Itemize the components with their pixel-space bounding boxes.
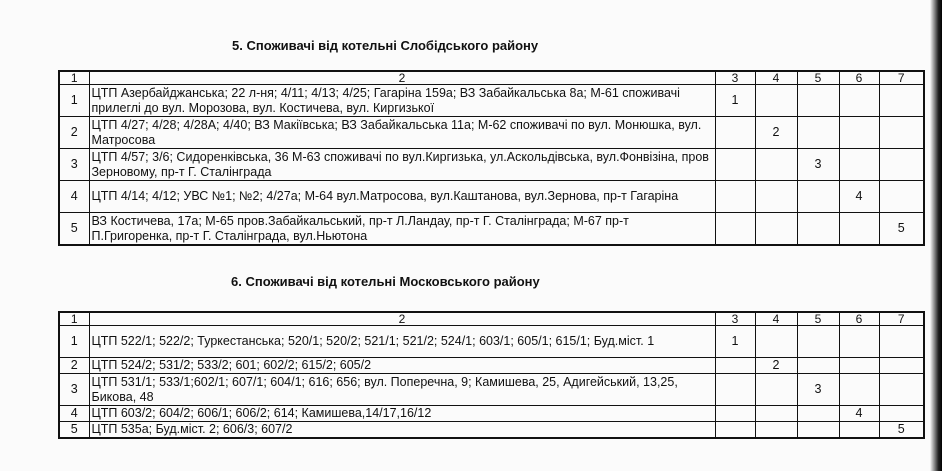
table-row [59,358,924,374]
group-cell-3 [715,213,755,246]
group-cell-7 [879,326,924,358]
column-header: 3 [715,312,755,326]
table-row [59,406,924,422]
column-header: 2 [89,71,715,85]
column-header: 7 [879,71,924,85]
section-5-title: 5. Споживачі від котельні Слобідського району [232,38,539,53]
group-cell-4: 2 [755,117,797,149]
group-cell-6 [839,149,879,181]
row-number: 1 [59,326,89,358]
page-edge-shadow [930,0,942,471]
group-cell-7: 5 [879,422,924,439]
group-cell-3 [715,149,755,181]
consumers-cell: ЦТП 522/1; 522/2; Туркестанська; 520/1; 520/2; 521/1; 521/2; 524/1; 603/1; 605/1; 615/1; Буд.міст. 1 [89,326,715,358]
group-cell-6 [839,374,879,406]
group-cell-3 [715,422,755,439]
boiler-table-slobidskyi [58,70,925,246]
group-cell-3 [715,181,755,213]
consumers-cell: ЦТП 531/1; 533/1;602/1; 607/1; 604/1; 616; 656; вул. Поперечна, 9; Камишева, 25, Адигейський, 13,25, Бикова, 48 [89,374,715,406]
group-cell-3 [715,406,755,422]
group-cell-7 [879,149,924,181]
group-cell-4 [755,406,797,422]
group-cell-6: 4 [839,181,879,213]
group-cell-6 [839,326,879,358]
group-cell-7 [879,406,924,422]
group-cell-7: 5 [879,213,924,246]
row-number: 2 [59,358,89,374]
row-number: 4 [59,406,89,422]
group-cell-6 [839,358,879,374]
group-cell-4 [755,326,797,358]
group-cell-3: 1 [715,326,755,358]
group-cell-5: 3 [797,374,839,406]
consumers-cell: ЦТП 4/27; 4/28; 4/28А; 4/40; ВЗ Макіївська; ВЗ Забайкальська 11а; М-62 споживачі по вул. Монюшка, вул. Матросова [89,117,715,149]
group-cell-7 [879,181,924,213]
group-cell-6 [839,422,879,439]
column-header: 1 [59,312,89,326]
boiler-table-moskovskyi [58,311,925,439]
group-cell-4: 2 [755,358,797,374]
table-row [59,374,924,406]
column-header: 6 [839,71,879,85]
group-cell-4 [755,149,797,181]
group-cell-6 [839,117,879,149]
consumers-cell: ЦТП 4/14; 4/12; УВС №1; №2; 4/27а; М-64 вул.Матросова, вул.Каштанова, вул.Зернова, пр-т Гагаріна [89,181,715,213]
group-cell-4 [755,374,797,406]
table-row [59,149,924,181]
group-cell-5 [797,406,839,422]
row-number: 5 [59,213,89,246]
column-header: 4 [755,312,797,326]
row-number: 2 [59,117,89,149]
consumers-cell: ЦТП 4/57; 3/6; Сидоренківська, 36 М-63 споживачі по вул.Киргизька, ул.Аскольдівська, вул.Фонвізіна, пров Зерновому, пр-т Г. Сталінграда [89,149,715,181]
group-cell-5 [797,213,839,246]
group-cell-7 [879,117,924,149]
group-cell-5 [797,181,839,213]
row-number: 5 [59,422,89,439]
group-cell-4 [755,181,797,213]
group-cell-5 [797,117,839,149]
group-cell-5: 3 [797,149,839,181]
table-row [59,326,924,358]
row-number: 3 [59,374,89,406]
group-cell-7 [879,85,924,117]
column-header: 4 [755,71,797,85]
group-cell-3 [715,374,755,406]
group-cell-5 [797,85,839,117]
consumers-cell: ЦТП Азербайджанська; 22 л-ня; 4/11; 4/13; 4/25; Гагаріна 159а; ВЗ Забайкальська 8а; М-61 споживачі прилеглі до вул. Морозова, вул. Костичева, вул. Киргизької [89,85,715,117]
column-header: 5 [797,312,839,326]
table-row [59,422,924,439]
row-number: 3 [59,149,89,181]
group-cell-5 [797,326,839,358]
group-cell-4 [755,85,797,117]
consumers-cell: ЦТП 603/2; 604/2; 606/1; 606/2; 614; Камишева,14/17,16/12 [89,406,715,422]
group-cell-7 [879,358,924,374]
row-number: 1 [59,85,89,117]
group-cell-7 [879,374,924,406]
column-header: 2 [89,312,715,326]
table-row [59,213,924,246]
group-cell-3: 1 [715,85,755,117]
consumers-cell: ЦТП 524/2; 531/2; 533/2; 601; 602/2; 615/2; 605/2 [89,358,715,374]
column-header: 6 [839,312,879,326]
group-cell-6: 4 [839,406,879,422]
group-cell-5 [797,422,839,439]
group-cell-4 [755,422,797,439]
column-header: 7 [879,312,924,326]
group-cell-3 [715,117,755,149]
section-6-title: 6. Споживачі від котельні Московського району [231,274,540,289]
group-cell-3 [715,358,755,374]
table-row [59,117,924,149]
table-header-row [59,312,924,326]
table-row [59,85,924,117]
consumers-cell: ВЗ Костичева, 17а; М-65 пров.Забайкальський, пр-т Л.Ландау, пр-т Г. Сталінграда; М-67 пр-т П.Григоренка, пр-т Г. Сталінграда, вул.Ньютона [89,213,715,246]
group-cell-6 [839,213,879,246]
table-header-row [59,71,924,85]
table-row [59,181,924,213]
column-header: 3 [715,71,755,85]
group-cell-4 [755,213,797,246]
group-cell-6 [839,85,879,117]
column-header: 5 [797,71,839,85]
group-cell-5 [797,358,839,374]
column-header: 1 [59,71,89,85]
row-number: 4 [59,181,89,213]
consumers-cell: ЦТП 535а; Буд.міст. 2; 606/3; 607/2 [89,422,715,439]
